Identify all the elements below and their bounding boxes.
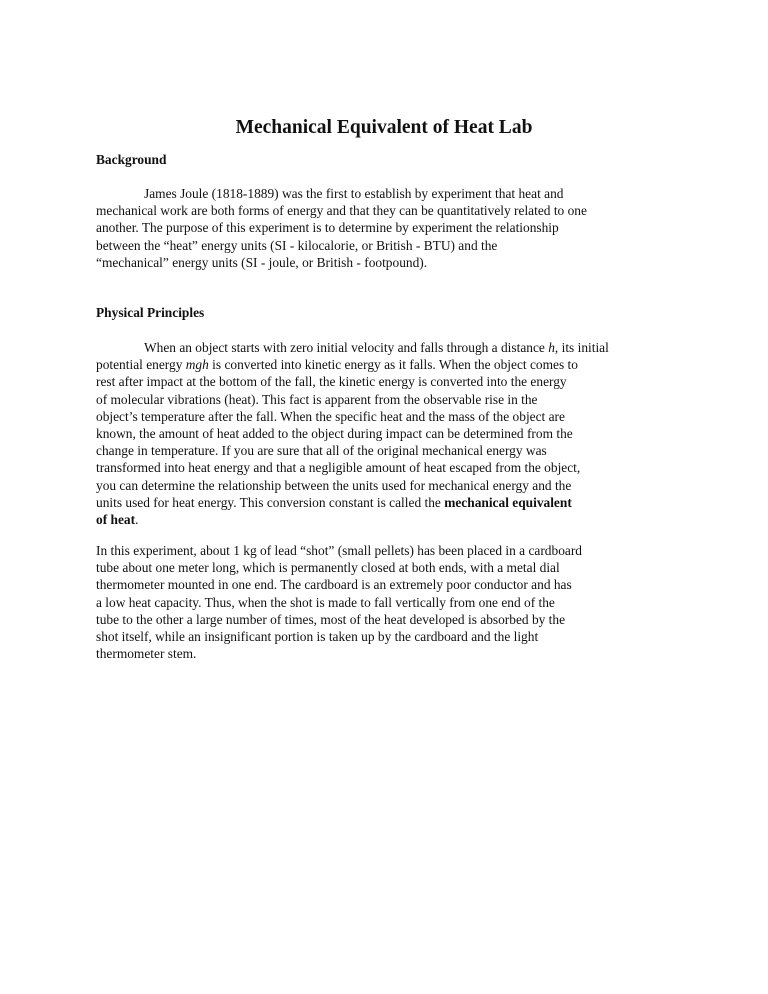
text-run: is converted into kinetic energy as it falls. When the object comes to xyxy=(208,357,578,373)
experiment-paragraph xyxy=(96,542,696,662)
paragraph-line: shot itself, while an insignificant portion is taken up by the cardboard and the light xyxy=(96,629,539,645)
paragraph-line: of molecular vibrations (heat). This fact is apparent from the observable rise in the xyxy=(96,391,538,407)
paragraph-line: change in temperature. If you are sure that all of the original mechanical energy was xyxy=(96,443,547,459)
paragraph-line: a low heat capacity. Thus, when the shot is made to fall vertically from one end of the xyxy=(96,594,555,610)
paragraph-line: thermometer mounted in one end. The cardboard is an extremely poor conductor and has xyxy=(96,577,572,593)
section-heading-physical-principles: Physical Principles xyxy=(96,305,205,320)
paragraph-line: In this experiment, about 1 kg of lead “shot” (small pellets) has been placed in a cardboard xyxy=(96,543,582,558)
paragraph-line: “mechanical” energy units (SI - joule, or British - footpound). xyxy=(96,254,428,270)
paragraph-line xyxy=(96,356,696,373)
paragraph-line: James Joule (1818-1889) was the first to establish by experiment that heat and xyxy=(144,186,564,201)
text-run: , its initial xyxy=(554,340,609,355)
section-heading-background: Background xyxy=(96,152,167,167)
paragraph-line xyxy=(96,511,696,528)
variable-h: h xyxy=(548,340,555,355)
paragraph-line xyxy=(96,494,696,511)
paragraph-line: rest after impact at the bottom of the fall, the kinetic energy is converted into the energy xyxy=(96,374,567,390)
key-term: mechanical equivalent xyxy=(444,494,572,510)
key-term: of heat xyxy=(96,512,136,528)
paragraph-line: tube to the other a large number of times, most of the heat developed is absorbed by the xyxy=(96,611,566,627)
paragraph-line: object’s temperature after the fall. When the specific heat and the mass of the object are xyxy=(96,408,565,424)
text-run: potential energy xyxy=(96,357,186,373)
document-title: Mechanical Equivalent of Heat Lab xyxy=(235,117,533,138)
text-run: . xyxy=(135,512,139,528)
paragraph-line: tube about one meter long, which is permanently closed at both ends, with a metal dial xyxy=(96,560,560,576)
paragraph-line: known, the amount of heat added to the object during impact can be determined from the xyxy=(96,426,573,442)
paragraph-line: between the “heat” energy units (SI - kilocalorie, or British - BTU) and the xyxy=(96,237,498,253)
text-run: When an object starts with zero initial velocity and falls through a distance xyxy=(144,340,549,355)
physical-principles-paragraph xyxy=(96,339,696,528)
paragraph-line: transformed into heat energy and that a negligible amount of heat escaped from the object, xyxy=(96,460,581,476)
text-run: units used for heat energy. This conversion constant is called the xyxy=(96,494,445,510)
background-paragraph xyxy=(96,185,696,271)
paragraph-line: thermometer stem. xyxy=(96,646,197,662)
paragraph-line: mechanical work are both forms of energy and that they can be quantitatively related to one xyxy=(96,203,587,219)
paragraph-line xyxy=(96,339,696,356)
paragraph-line: you can determine the relationship between the units used for mechanical energy and the xyxy=(96,477,572,493)
variable-mgh: mgh xyxy=(185,357,209,373)
paragraph-line: another. The purpose of this experiment is to determine by experiment the relationship xyxy=(96,220,559,236)
